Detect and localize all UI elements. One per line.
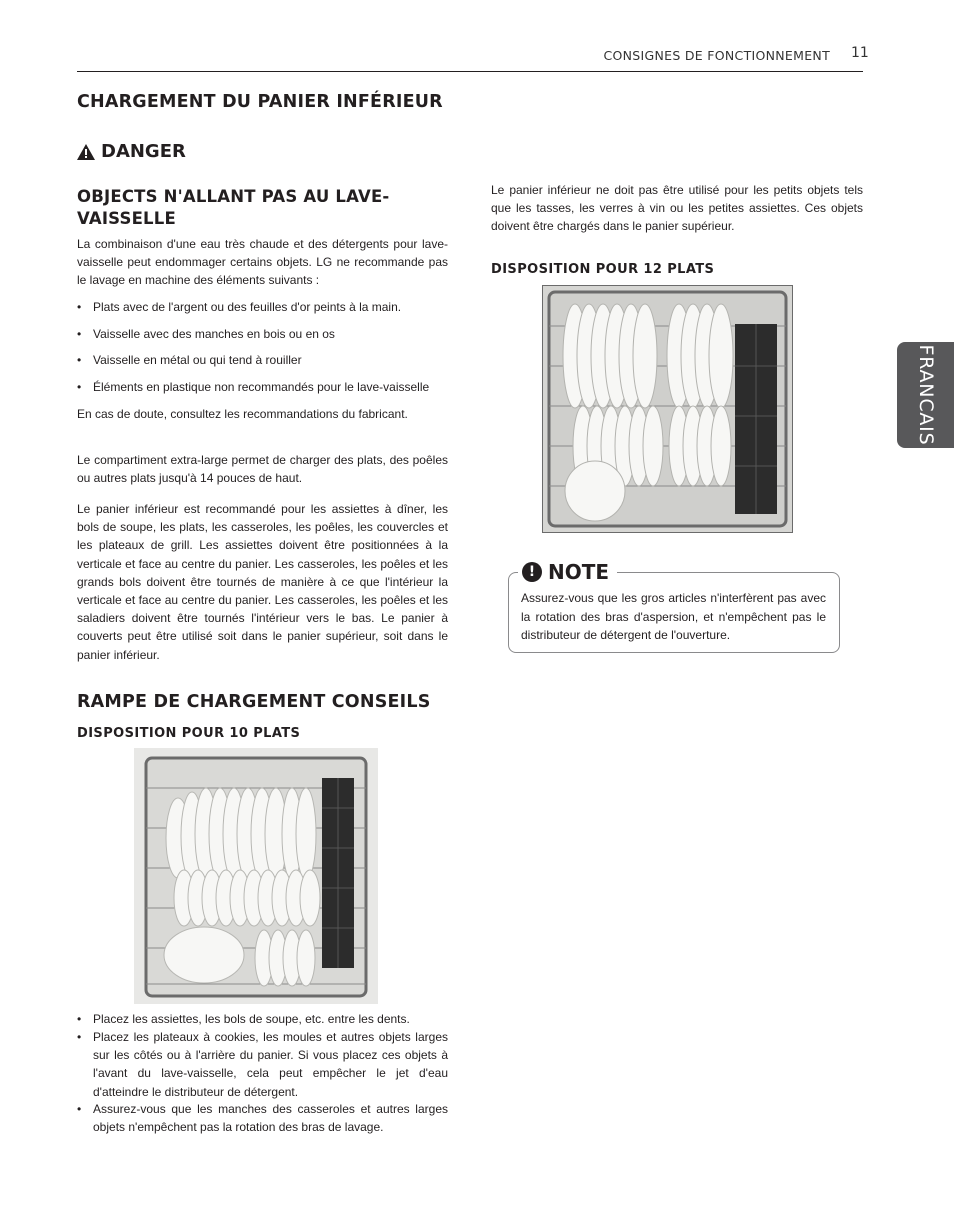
note-label: NOTE [548,560,610,584]
language-tab-label: FRANCAIS [914,344,937,446]
doubt-note: En cas de doute, consultez les recommandations du fabricant. [77,407,408,421]
danger-label: DANGER [101,141,186,162]
warning-triangle-icon [77,144,95,160]
language-tab [897,342,954,448]
layout12-title: DISPOSITION POUR 12 PLATS [491,262,715,277]
rampe-title: RAMPE DE CHARGEMENT CONSEILS [77,692,431,712]
objects-title: OBJECTS N'ALLANT PAS AU LAVE-VAISSELLE [77,187,390,228]
rack-photo-10-plates [134,748,378,1004]
danger-heading [77,141,186,162]
running-header: CONSIGNES DE FONCTIONNEMENT [603,48,830,63]
layout10-title: DISPOSITION POUR 10 PLATS [77,726,301,741]
rack-photo-12-plates [542,285,793,533]
objects-item: • Vaisselle avec des manches en bois ou en os [77,325,448,343]
note-heading [518,560,617,584]
tip-item: • Assurez-vous que les manches des casseroles et autres larges objets n'empêchent pas la rotation des bras de lavage. [77,1100,448,1136]
exclamation-circle-icon: ! [522,562,542,582]
page-title: CHARGEMENT DU PANIER INFÉRIEUR [77,92,443,112]
small-objects-paragraph: Le panier inférieur ne doit pas être utilisé pour les petits objets tels que les tasses, les verres à vin ou les petites assiettes. Ces objets doivent être chargés dans le panier supérieur. [491,183,863,234]
objects-intro: La combinaison d'une eau très chaude et des détergents pour lave-vaisselle peut endommager certains objets. LG ne recommande pas le lavage en machine des éléments suivants : [77,237,448,288]
compartment-paragraph: Le compartiment extra-large permet de charger des plats, des poêles ou autres plats jusqu'à 14 pouces de haut. [77,453,448,486]
tip-item: • Placez les plateaux à cookies, les moules et autres objets larges sur les côtés ou à l'arrière du panier. Si vous placez ces objets à l'avant du lave-vaisselle, cela peut empêcher le jet d'eau d'atteindre le distributeur de détergent. [77,1028,448,1101]
page-number: 11 [851,45,869,61]
basket-paragraph: Le panier inférieur est recommandé pour les assiettes à dîner, les bols de soupe, les plats, les casseroles, les poêles, les couvercles et les plateaux de grill. Les assiettes doivent être positionnées à la verticale et face au centre du panier. Les casseroles, les poêles et les grands bols doivent être tournés de manière à ce que l'intérieur la verticale et face au centre du panier. Les casseroles, les poêles et les saladiers doivent être tournés l'intérieur vers le bas. Le panier à couverts peut être utilisé soit dans le panier supérieur, soit dans le panier inférieur. [77,502,448,662]
objects-item: • Vaisselle en métal ou qui tend à rouiller [77,351,448,369]
note-text: Assurez-vous que les gros articles n'interfèrent pas avec la rotation des bras d'aspersion, et n'empêchent pas le distributeur de détergent de l'ouverture. [521,591,826,642]
header-divider [77,71,863,72]
tip-item: • Placez les assiettes, les bols de soupe, etc. entre les dents. [77,1010,448,1028]
objects-item: • Éléments en plastique non recommandés pour le lave-vaisselle [77,378,448,396]
objects-item: • Plats avec de l'argent ou des feuilles d'or peints à la main. [77,298,448,316]
